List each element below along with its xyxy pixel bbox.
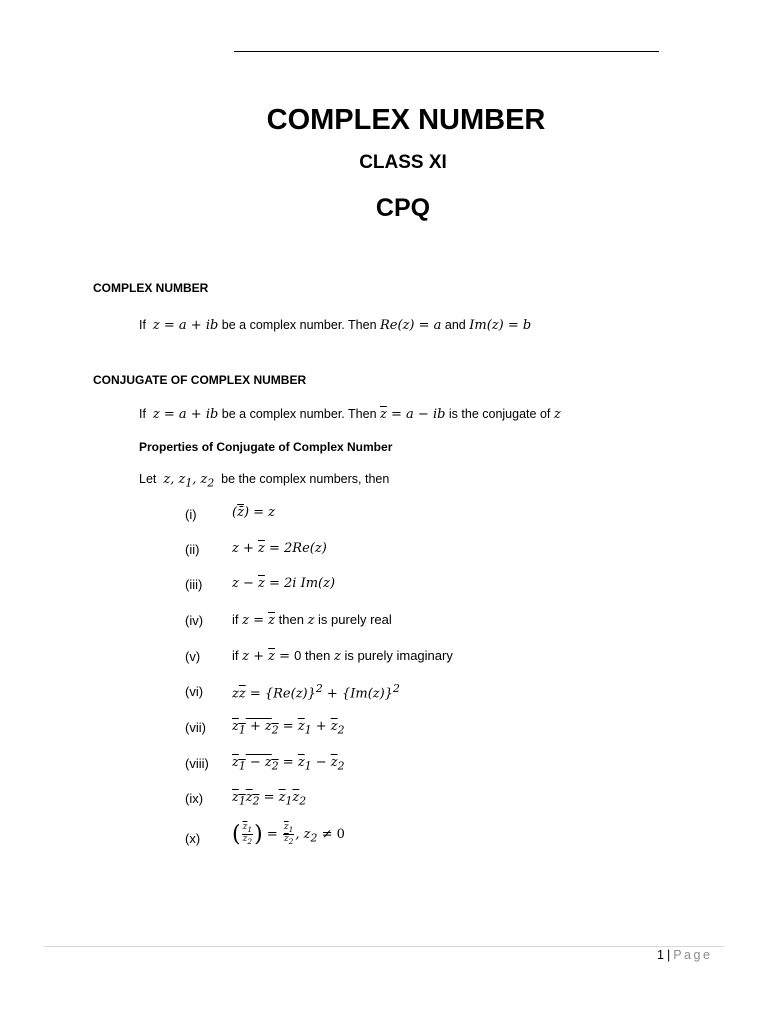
property-expression-2: $z + \overline{z} = 2Re(z)$	[232, 541, 327, 556]
property-expression-8: $z_1 - z_2 = \overline{z}_1 - \overline{z}_2$	[232, 755, 345, 773]
property-number-10: (x)	[185, 831, 201, 846]
property-number-2: (ii)	[185, 542, 200, 557]
property-number-1: (i)	[185, 507, 197, 522]
class-label: CLASS XI	[359, 152, 447, 173]
property-expression-9: $z_1z_2 = \overline{z}_1\overline{z}_2$	[232, 790, 307, 808]
property-number-8: (viii)	[185, 756, 209, 771]
math-re-z: Re(z) = a	[380, 318, 442, 333]
property-expression-1: $(\overline{z}̄) = z$	[232, 505, 276, 520]
let-statement: Let z, $z_1$, $z_2$ be the complex numbers, then	[139, 472, 390, 490]
page-number: 1	[657, 948, 664, 962]
document-title: COMPLEX NUMBER	[266, 104, 546, 136]
property-number-7: (vii)	[185, 720, 206, 735]
cpq-label: CPQ	[375, 194, 431, 222]
property-expression-4: if $z = \overline{z}$ then z is purely real	[232, 612, 392, 628]
property-number-3: (iii)	[185, 577, 203, 592]
footer-rule	[44, 946, 724, 947]
page-footer: 1 | Page	[657, 948, 713, 962]
math-z-bar: $\overline{z} = a$ − ib	[380, 407, 446, 422]
top-rule	[234, 51, 659, 52]
property-number-6: (vi)	[185, 684, 204, 699]
conjugate-definition: If z = a + ib be a complex number. Then $\overline{z} = a$ − ib is the conjugate of z	[139, 407, 561, 422]
page-label: Page	[673, 948, 713, 962]
property-expression-10: ( $\frac{\overline{z}_1}{z_2}$ ) = $\frac{\overline{z}_1}{\overline{z}_2}$ , $z_2 \ne 0$	[232, 822, 345, 847]
math-im-z: Im(z) = b	[469, 318, 532, 333]
property-expression-3: $z - \overline{z} = 2i$ Im(z)	[232, 576, 336, 591]
property-expression-7: $z_1 + z_2 = \overline{z}_1 + \overline{z}_2$	[232, 719, 345, 737]
complex-number-definition: If z = a + ib be a complex number. Then Re(z) = a and Im(z) = b	[139, 318, 532, 333]
property-number-5: (v)	[185, 649, 201, 664]
math-z-def: z = a + ib	[152, 318, 219, 333]
property-number-4: (iv)	[185, 613, 204, 628]
section-heading-complex-number: COMPLEX NUMBER	[93, 281, 209, 295]
property-expression-6: $z\overline{z} = \{Re(z)\}^2 + \{Im(z)\}^2$	[232, 682, 400, 702]
property-expression-5: if $z + \overline{z} = 0$ then z is purely imaginary	[232, 648, 453, 664]
section-heading-conjugate: CONJUGATE OF COMPLEX NUMBER	[93, 373, 307, 387]
properties-heading: Properties of Conjugate of Complex Number	[139, 440, 393, 454]
property-number-9: (ix)	[185, 791, 204, 806]
